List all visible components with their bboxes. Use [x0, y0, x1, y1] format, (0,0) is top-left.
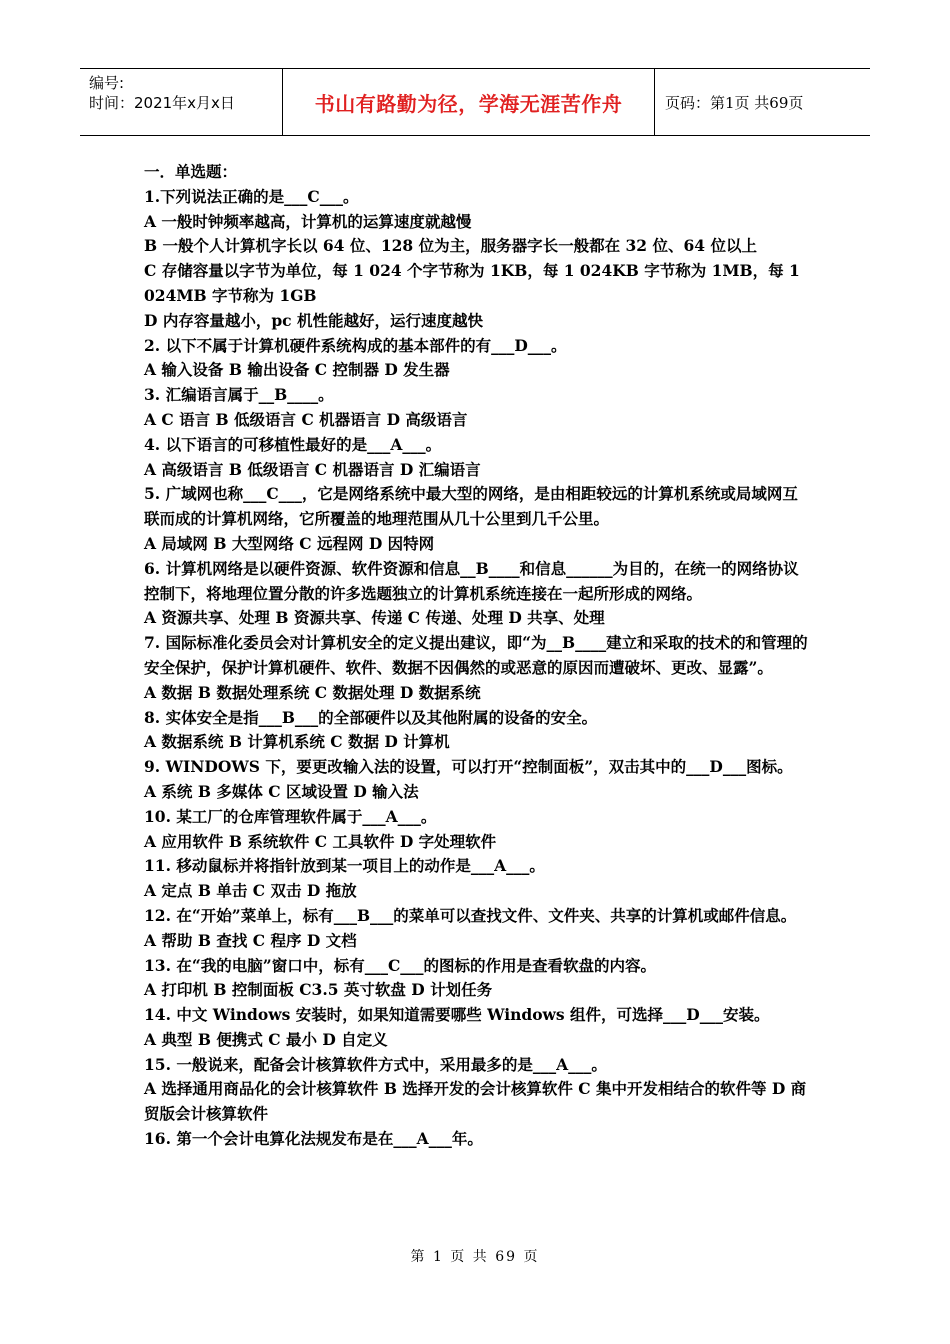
- question-line: B 一般个人计算机字长以 64 位、128 位为主，服务器字长一般都在 32 位、64 位以上: [144, 236, 757, 256]
- question-line: A 典型 B 便携式 C 最小 D 自定义: [144, 1029, 388, 1049]
- question-line: 3. 汇编语言属于__B____。: [144, 385, 334, 405]
- question-line: 13. 在“我的电脑”窗口中，标有___C___的图标的作用是查看软盘的内容。: [144, 955, 657, 975]
- question-line: 5. 广域网也称___C___，它是网络系统中最大型的网络，是由相距较远的计算机系统或局域网互联而成的计算机网络，它所覆盖的地理范围从几十公里到几千公里。: [144, 484, 798, 529]
- question-line: A 选择通用商品化的会计核算软件 B 选择开发的会计核算软件 C 集中开发相结合的软件等 D 商贸版会计核算软件: [144, 1079, 807, 1124]
- question-line: 6. 计算机网络是以硬件资源、软件资源和信息__B____和信息______为目的，在统一的网络协议控制下，将地理位置分散的许多选题独立的计算机系统连接在一起所形成的网络。: [144, 558, 799, 603]
- question-line: A 定点 B 单击 C 双击 D 拖放: [144, 881, 357, 901]
- question-line: 10. 某工厂的仓库管理软件属于___A___。: [144, 806, 437, 826]
- header-page-info: 页码：第1页 共69页: [665, 93, 804, 112]
- question-line: 15. 一般说来，配备会计核算软件方式中，采用最多的是___A___。: [144, 1054, 607, 1074]
- question-line: A 系统 B 多媒体 C 区域设置 D 输入法: [144, 781, 419, 801]
- question-line: 12. 在“开始”菜单上，标有___B___的菜单可以查找文件、文件夹、共享的计算机或邮件信息。: [144, 905, 797, 925]
- question-line: A 数据 B 数据处理系统 C 数据处理 D 数据系统: [144, 682, 481, 702]
- header-motto: 书山有路勤为径，学海无涯苦作舟: [283, 69, 655, 135]
- question-line: 11. 移动鼠标并将指针放到某一项目上的动作是___A___。: [144, 856, 545, 876]
- time-label: 时间：2021年x月x日: [89, 94, 235, 112]
- question-line: A 高级语言 B 低级语言 C 机器语言 D 汇编语言: [144, 459, 481, 479]
- question-line: A 一般时钟频率越高，计算机的运算速度就越慢: [144, 211, 472, 231]
- question-line: A 数据系统 B 计算机系统 C 数据 D 计算机: [144, 732, 450, 752]
- question-line: A 打印机 B 控制面板 C3.5 英寸软盘 D 计划任务: [144, 980, 493, 1000]
- page-footer: 第 1 页 共 69 页: [410, 1249, 540, 1265]
- question-line: 16. 第一个会计电算化法规发布是在___A___年。: [144, 1129, 483, 1149]
- question-line: 7. 国际标准化委员会对计算机安全的定义提出建议，即“为__B____建立和采取的技术的和管理的安全保护，保护计算机硬件、软件、数据不因偶然的或恶意的原因而遭破坏、更改、显露”。: [144, 633, 808, 677]
- document-body: [144, 160, 810, 1152]
- question-line: 9. WINDOWS 下，要更改输入法的设置，可以打开“控制面板”，双击其中的___D___图标。: [144, 757, 793, 777]
- question-line: A 应用软件 B 系统软件 C 工具软件 D 字处理软件: [144, 831, 497, 851]
- number-label: 编号:: [89, 74, 125, 92]
- question-line: 14. 中文 Windows 安装时，如果知道需要哪些 Windows 组件，可选择___D___安装。: [144, 1005, 770, 1025]
- question-line: 4. 以下语言的可移植性最好的是___A___。: [144, 434, 442, 454]
- question-list: [144, 185, 810, 1152]
- question-line: 2. 以下不属于计算机硬件系统构成的基本部件的有___D___。: [144, 335, 567, 355]
- section-title: 一．单选题：: [144, 162, 238, 181]
- question-line: 8. 实体安全是指___B___的全部硬件以及其他附属的设备的安全。: [144, 707, 598, 727]
- question-line: A 局域网 B 大型网络 C 远程网 D 因特网: [144, 533, 435, 553]
- question-line: A 帮助 B 查找 C 程序 D 文档: [144, 930, 357, 950]
- question-line: A C 语言 B 低级语言 C 机器语言 D 高级语言: [144, 409, 468, 429]
- question-line: A 输入设备 B 输出设备 C 控制器 D 发生器: [144, 360, 450, 380]
- question-line: 1.下列说法正确的是___C___。: [144, 186, 359, 206]
- question-line: A 资源共享、处理 B 资源共享、传递 C 传递、处理 D 共享、处理: [144, 608, 605, 628]
- page-header: [80, 68, 870, 136]
- header-meta: [80, 69, 283, 135]
- question-line: D 内存容量越小，pc 机性能越好，运行速度越快: [144, 310, 484, 330]
- question-line: C 存储容量以字节为单位，每 1 024 个字节称为 1KB，每 1 024KB 字节称为 1MB，每 1 024MB 字节称为 1GB: [144, 261, 800, 305]
